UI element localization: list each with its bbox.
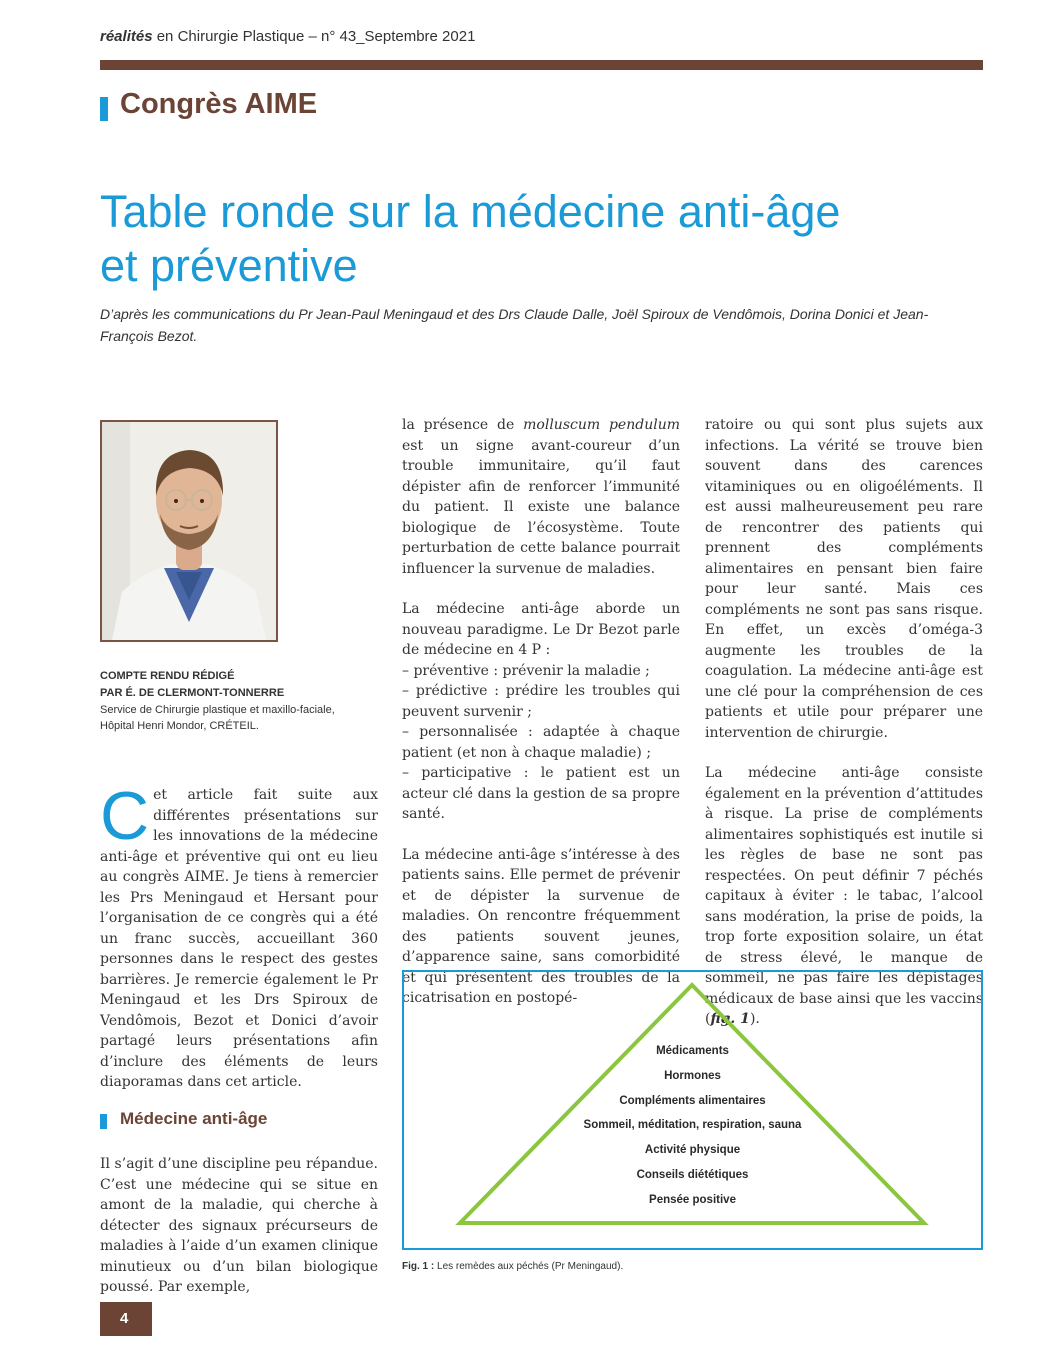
figure-caption [402,1261,623,1272]
paragraph: ratoire ou qui sont plus sujets aux infections. La vérité se trouve bien souvent dans des carences vitaminiques ou en oligoéléments. Il est aussi malheureusement peu rare de rencontrer des patients qui prennent des compléments alimentaires en pensant bien faire pour leur santé. Mais ces compléments ne sont pas sans risque. En effet, un excès d’oméga-3 augmente les troubles de la coagulation. La médecine anti-âge est une clé pour la compréhension de ces patients et utile pour préparer une intervention de chirurgie. [705,417,983,741]
list-item: – personnalisée : adaptée à chaque patient (et non à chaque maladie) ; [402,724,680,761]
intro-paragraph: et article fait suite aux différentes présentations sur les innovations de la médecine anti-âge et préventive qui ont eu lieu au congrès AIME. Je tiens à remercier les Prs Meningaud et Hersant pour l’organisation de ce congrès qui a été un franc succès, accueillant 360 personnes dans le respect des gestes barrières. Je remercie également le Pr Meningaud et les Drs Spiroux de Vendômois, Bezot et Donici d’avoir partagé leurs présentations afin d’inclure des éléments de leurs diaporamas dans cet article. [100,787,378,1090]
column-1-intro [100,778,378,1093]
pyramid-level-6: Conseils diététiques [636,1169,749,1181]
paragraph-text: La médecine anti-âge consiste également en la prévention d’attitudes à risque. La prise de compléments alimentaires sophistiqués est inutile si les règles de base ne sont pas respectées. On peut définir 7 péchés capitaux à éviter : le tabac, l’alcool sans modération, la prise de poids, la trop forte exposition solaire, un état de stress élevé, le manque de sommeil, ne pas faire les dépistages médicaux de base ainsi que les vaccins ( [705,765,983,1027]
pyramid-level-7: Pensée positive [649,1194,736,1206]
journal-issue: en Chirurgie Plastique – n° 43_Septembre 2021 [156,28,476,45]
emphasis-term: molluscum pendulum [523,417,680,433]
pyramid-level-2: Hormones [664,1070,721,1082]
list-item: – participative : le patient est un acteur clé dans la gestion de sa propre santé. [402,765,680,822]
list-item: – préventive : prévenir la maladie ; [402,662,650,679]
paragraph: La médecine anti-âge aborde un nouveau paradigme. Le Dr Bezot parle de médecine en 4 P : [402,601,680,658]
figure-reference: fig. 1 [710,1011,750,1027]
author-affiliation [100,702,390,734]
page-number: 4 [100,1302,152,1336]
pyramid-diagram [402,970,983,1250]
column-3 [705,415,983,1030]
header-bar [100,60,983,70]
journal-name: réalités [100,28,153,45]
pyramid-level-3: Compléments alimentaires [619,1095,766,1107]
running-header [100,28,475,45]
pyramid-level-4: Sommeil, méditation, respiration, sauna [583,1119,802,1131]
paragraph: La médecine anti-âge s’intéresse à des patients sains. Elle permet de prévenir et de dépister la survenue de maladies. On rencontre fréquemment des patients souvent jeunes, d’apparence saine, sans comorbidité et qui présentent des troubles de la cicatrisation en postopé- [402,846,680,1006]
paragraph-text: la présence de [402,417,524,433]
article-byline: D’après les communications du Pr Jean-Paul Meningaud et des Drs Claude Dalle, Joël Spiroux de Vendômois, Dorina Donici et Jean-François Bezot. [100,306,929,344]
dropcap: C [100,778,150,854]
author-credit [100,668,380,702]
subhead-marker [100,1114,107,1129]
author-affiliation-line2: Hôpital Henri Mondor, CRÉTEIL. [100,720,259,732]
subhead-medecine-anti-age: Médecine anti-âge [120,1109,268,1128]
pyramid-level-5: Activité physique [644,1144,741,1156]
article-title-line2: et préventive [100,240,358,291]
pyramid-level-1: Médicaments [656,1045,729,1057]
author-affiliation-line1: Service de Chirurgie plastique et maxillo-faciale, [100,704,335,716]
column-2 [402,415,680,1009]
section-marker [100,97,108,121]
figure-caption-text: Les remèdes aux péchés (Pr Meningaud). [434,1261,624,1272]
section-title: Congrès AIME [120,88,318,120]
author-credit-line2: PAR É. DE CLERMONT-TONNERRE [100,687,285,699]
article-title [100,185,1000,293]
list-item: – prédictive : prédire les troubles qui peuvent survenir ; [402,683,680,720]
paragraph [402,415,680,579]
paragraph-text: ). [749,1011,760,1027]
article-title-line1: Table ronde sur la médecine anti-âge [100,186,841,237]
paragraph-text: est un signe avant-coureur d’un trouble immunitaire, qu’il faut dépister afin de renforcer l’immunité du patient. Il existe une balance biologique de l’écosystème. Toute perturbation de cette balance pourrait influencer la survenue de maladies. [402,437,680,577]
paragraph: Il s’agit d’une discipline peu répandue. C’est une médecine qui se situe en amont de la maladie, qui cherche à détecter des signaux précurseurs de maladies à l’aide d’un examen clinique minutieux ou d’un bilan biologique poussé. Par exemple, [100,1156,378,1295]
author-photo [100,420,278,642]
figure-caption-label: Fig. 1 : [402,1261,435,1272]
column-1-body [100,1154,378,1298]
author-credit-line1: COMPTE RENDU RÉDIGÉ [100,670,235,682]
author-portrait-illustration [102,422,276,640]
